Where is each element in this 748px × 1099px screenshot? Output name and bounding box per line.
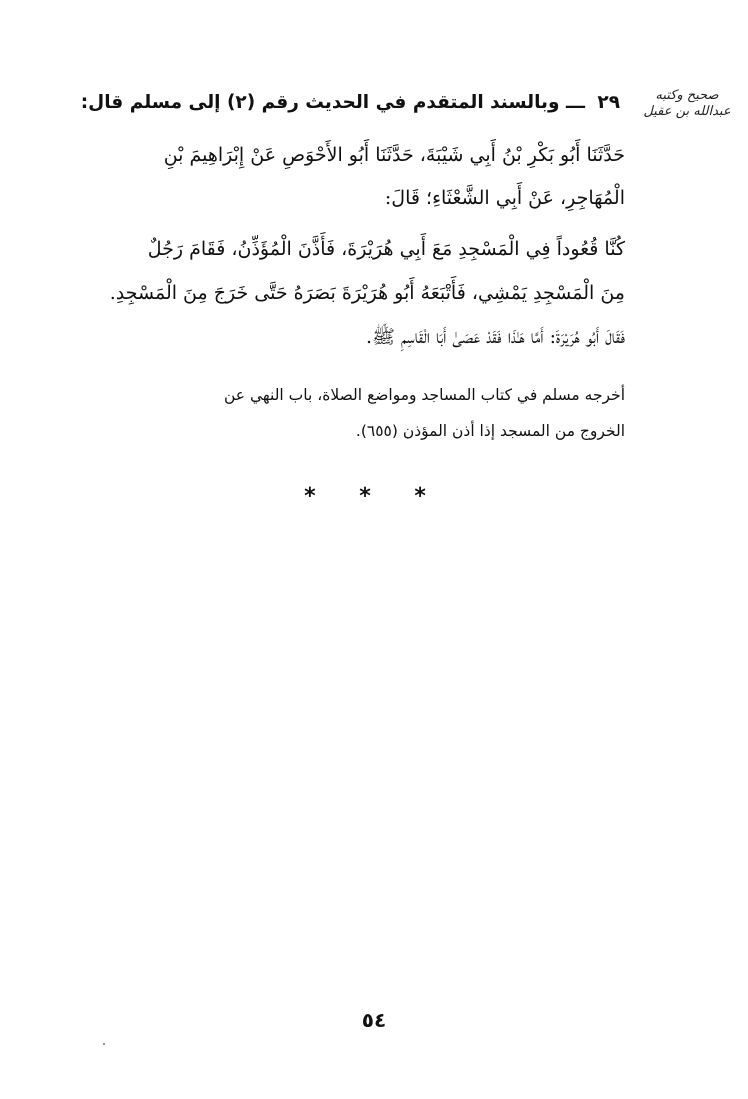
hadith-heading: [81, 92, 620, 113]
takhrij-line-1: أخرجه مسلم في كتاب المساجد ومواضع الصلاة، باب النهي عن: [223, 386, 625, 404]
hadith-line-3: كُنَّا قُعُوداً فِي الْمَسْجِدِ مَعَ أَبِي هُرَيْرَةَ، فَأَذَّنَ الْمُؤَذِّنُ، فَقَامَ رَجُلٌ: [147, 238, 625, 260]
takhrij-line-2: الخروج من المسجد إذا أذن المؤذن (٦٥٥).: [355, 422, 625, 440]
hadith-line-1: حَدَّثَنَا أَبُو بَكْرِ بْنُ أَبِي شَيْبَةَ، حَدَّثَنَا أَبُو الأَحْوَصِ عَنْ إِبْرَاهِيمَ بْنِ: [163, 144, 625, 166]
stamp-line-2: عبدالله بن عقيل: [643, 104, 731, 119]
hadith-line-4: مِنَ الْمَسْجِدِ يَمْشِي، فَأَتْبَعَهُ أَبُو هُرَيْرَةَ بَصَرَهُ حَتَّى خَرَجَ مِنَ الْمَسْجِدِ.: [109, 282, 625, 304]
hadith-line-2: الْمُهَاجِرِ، عَنْ أَبِي الشَّعْثَاءِ؛ قَالَ:: [384, 187, 625, 209]
hadith-number: ٢٩: [597, 92, 620, 113]
page-number: ٥٤: [361, 1008, 387, 1032]
scan-speck: [103, 1043, 105, 1045]
heading-text: وبالسند المتقدم في الحديث رقم (٢) إلى مسلم قال:: [80, 92, 560, 113]
stamp-line-1: صحيح وكتبه: [655, 88, 719, 103]
heading-dash: ـــ: [565, 92, 585, 113]
scholar-stamp: [638, 88, 736, 130]
section-separator: * * *: [304, 484, 444, 509]
hadith-line-5: فَقَالَ أَبُو هُرَيْرَةَ: أَمَّا هَـٰذَا فَقَدْ عَصَىٰ أَبَا الْقَاسِمِ ﷺ.: [365, 326, 625, 348]
